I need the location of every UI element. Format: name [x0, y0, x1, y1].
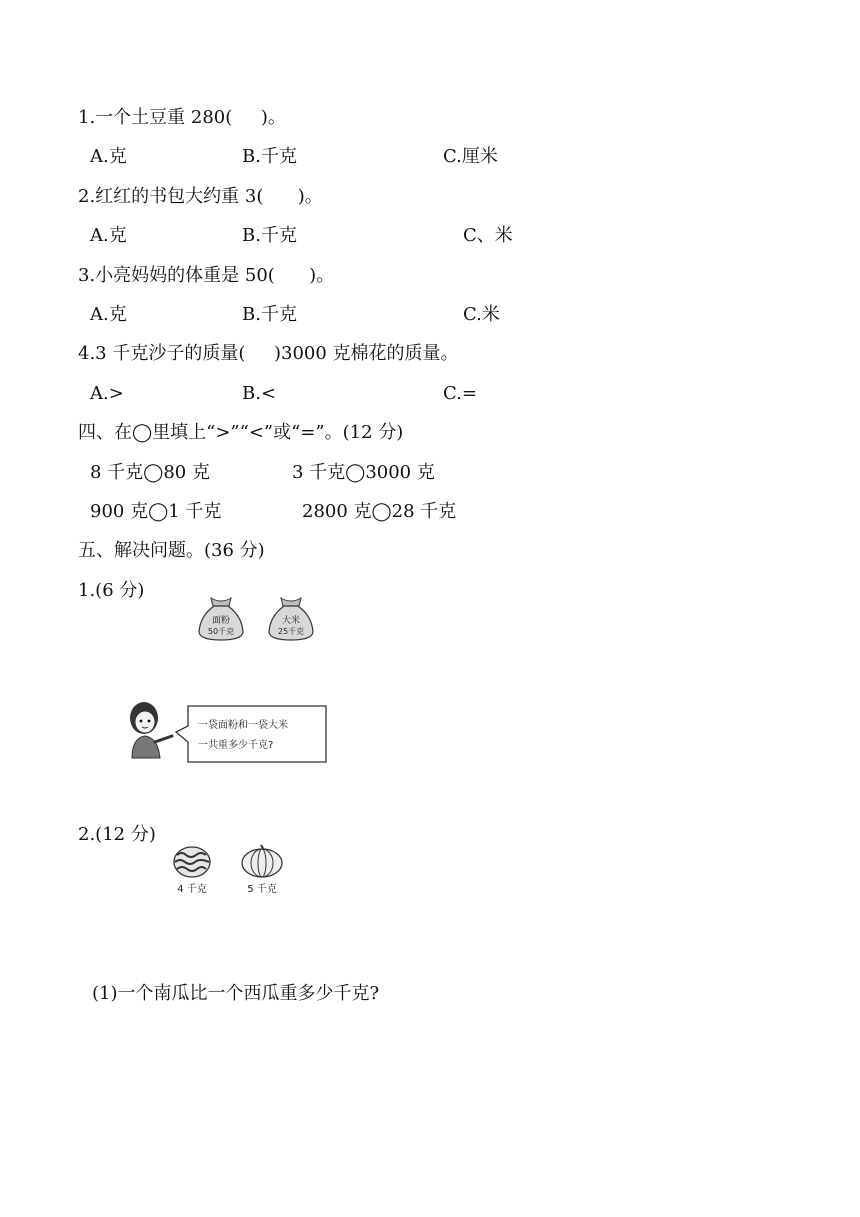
pumpkin-weight: 5 千克: [247, 884, 277, 895]
watermelon-icon: [174, 847, 210, 895]
section-4-title: 四、在◯里填上“>”“<”或“=”。(12 分): [78, 422, 404, 443]
question-1-option-c: C.厘米: [443, 146, 498, 167]
fruit-illustration: [164, 842, 294, 900]
girl-icon: [130, 702, 172, 758]
question-3-text: 3.小亮妈妈的体重是 50( )。: [78, 265, 335, 286]
question-3-option-a: A.克: [90, 304, 127, 325]
rice-sack-icon: [269, 598, 313, 640]
question-2-option-b: B.千克: [242, 225, 297, 246]
question-1-option-a: A.克: [90, 146, 127, 167]
question-3-option-c: C.米: [463, 304, 500, 325]
question-2-text: 2.红红的书包大约重 3( )。: [78, 186, 323, 207]
flour-sack-weight: 50千克: [207, 627, 235, 636]
question-4-option-b: B.<: [242, 383, 277, 404]
section-5-title: 五、解决问题。(36 分): [78, 540, 265, 561]
compare-item-4: 2800 克◯28 千克: [302, 501, 457, 522]
question-3-option-b: B.千克: [242, 304, 297, 325]
compare-item-1: 8 千克◯80 克: [90, 462, 210, 483]
rice-sack-weight: 25千克: [277, 627, 305, 636]
problem-1-label: 1.(6 分): [78, 580, 145, 601]
pumpkin-icon: [242, 845, 282, 895]
compare-item-2: 3 千克◯3000 克: [292, 462, 435, 483]
speech-line-1: 一袋面粉和一袋大米: [198, 720, 288, 731]
question-4-option-a: A.>: [90, 383, 124, 404]
question-4-option-c: C.=: [443, 383, 477, 404]
question-1-text: 1.一个土豆重 280( )。: [78, 107, 286, 128]
girl-speech-illustration: [122, 696, 328, 766]
flour-sack-icon: [199, 598, 243, 640]
question-2-option-c: C、米: [463, 225, 513, 246]
question-4-text: 4.3 千克沙子的质量( )3000 克棉花的质量。: [78, 343, 459, 364]
compare-item-3: 900 克◯1 千克: [90, 501, 222, 522]
sub-question-1: (1)一个南瓜比一个西瓜重多少千克?: [92, 983, 380, 1004]
speech-bubble: [176, 706, 326, 762]
watermelon-weight: 4 千克: [177, 884, 207, 895]
speech-line-2: 一共重多少千克?: [198, 740, 274, 751]
sacks-illustration: [196, 594, 326, 642]
question-2-option-a: A.克: [90, 225, 127, 246]
question-1-option-b: B.千克: [242, 146, 297, 167]
problem-2-label: 2.(12 分): [78, 824, 156, 845]
rice-sack-name: 大米: [281, 616, 301, 626]
flour-sack-name: 面粉: [211, 616, 231, 626]
